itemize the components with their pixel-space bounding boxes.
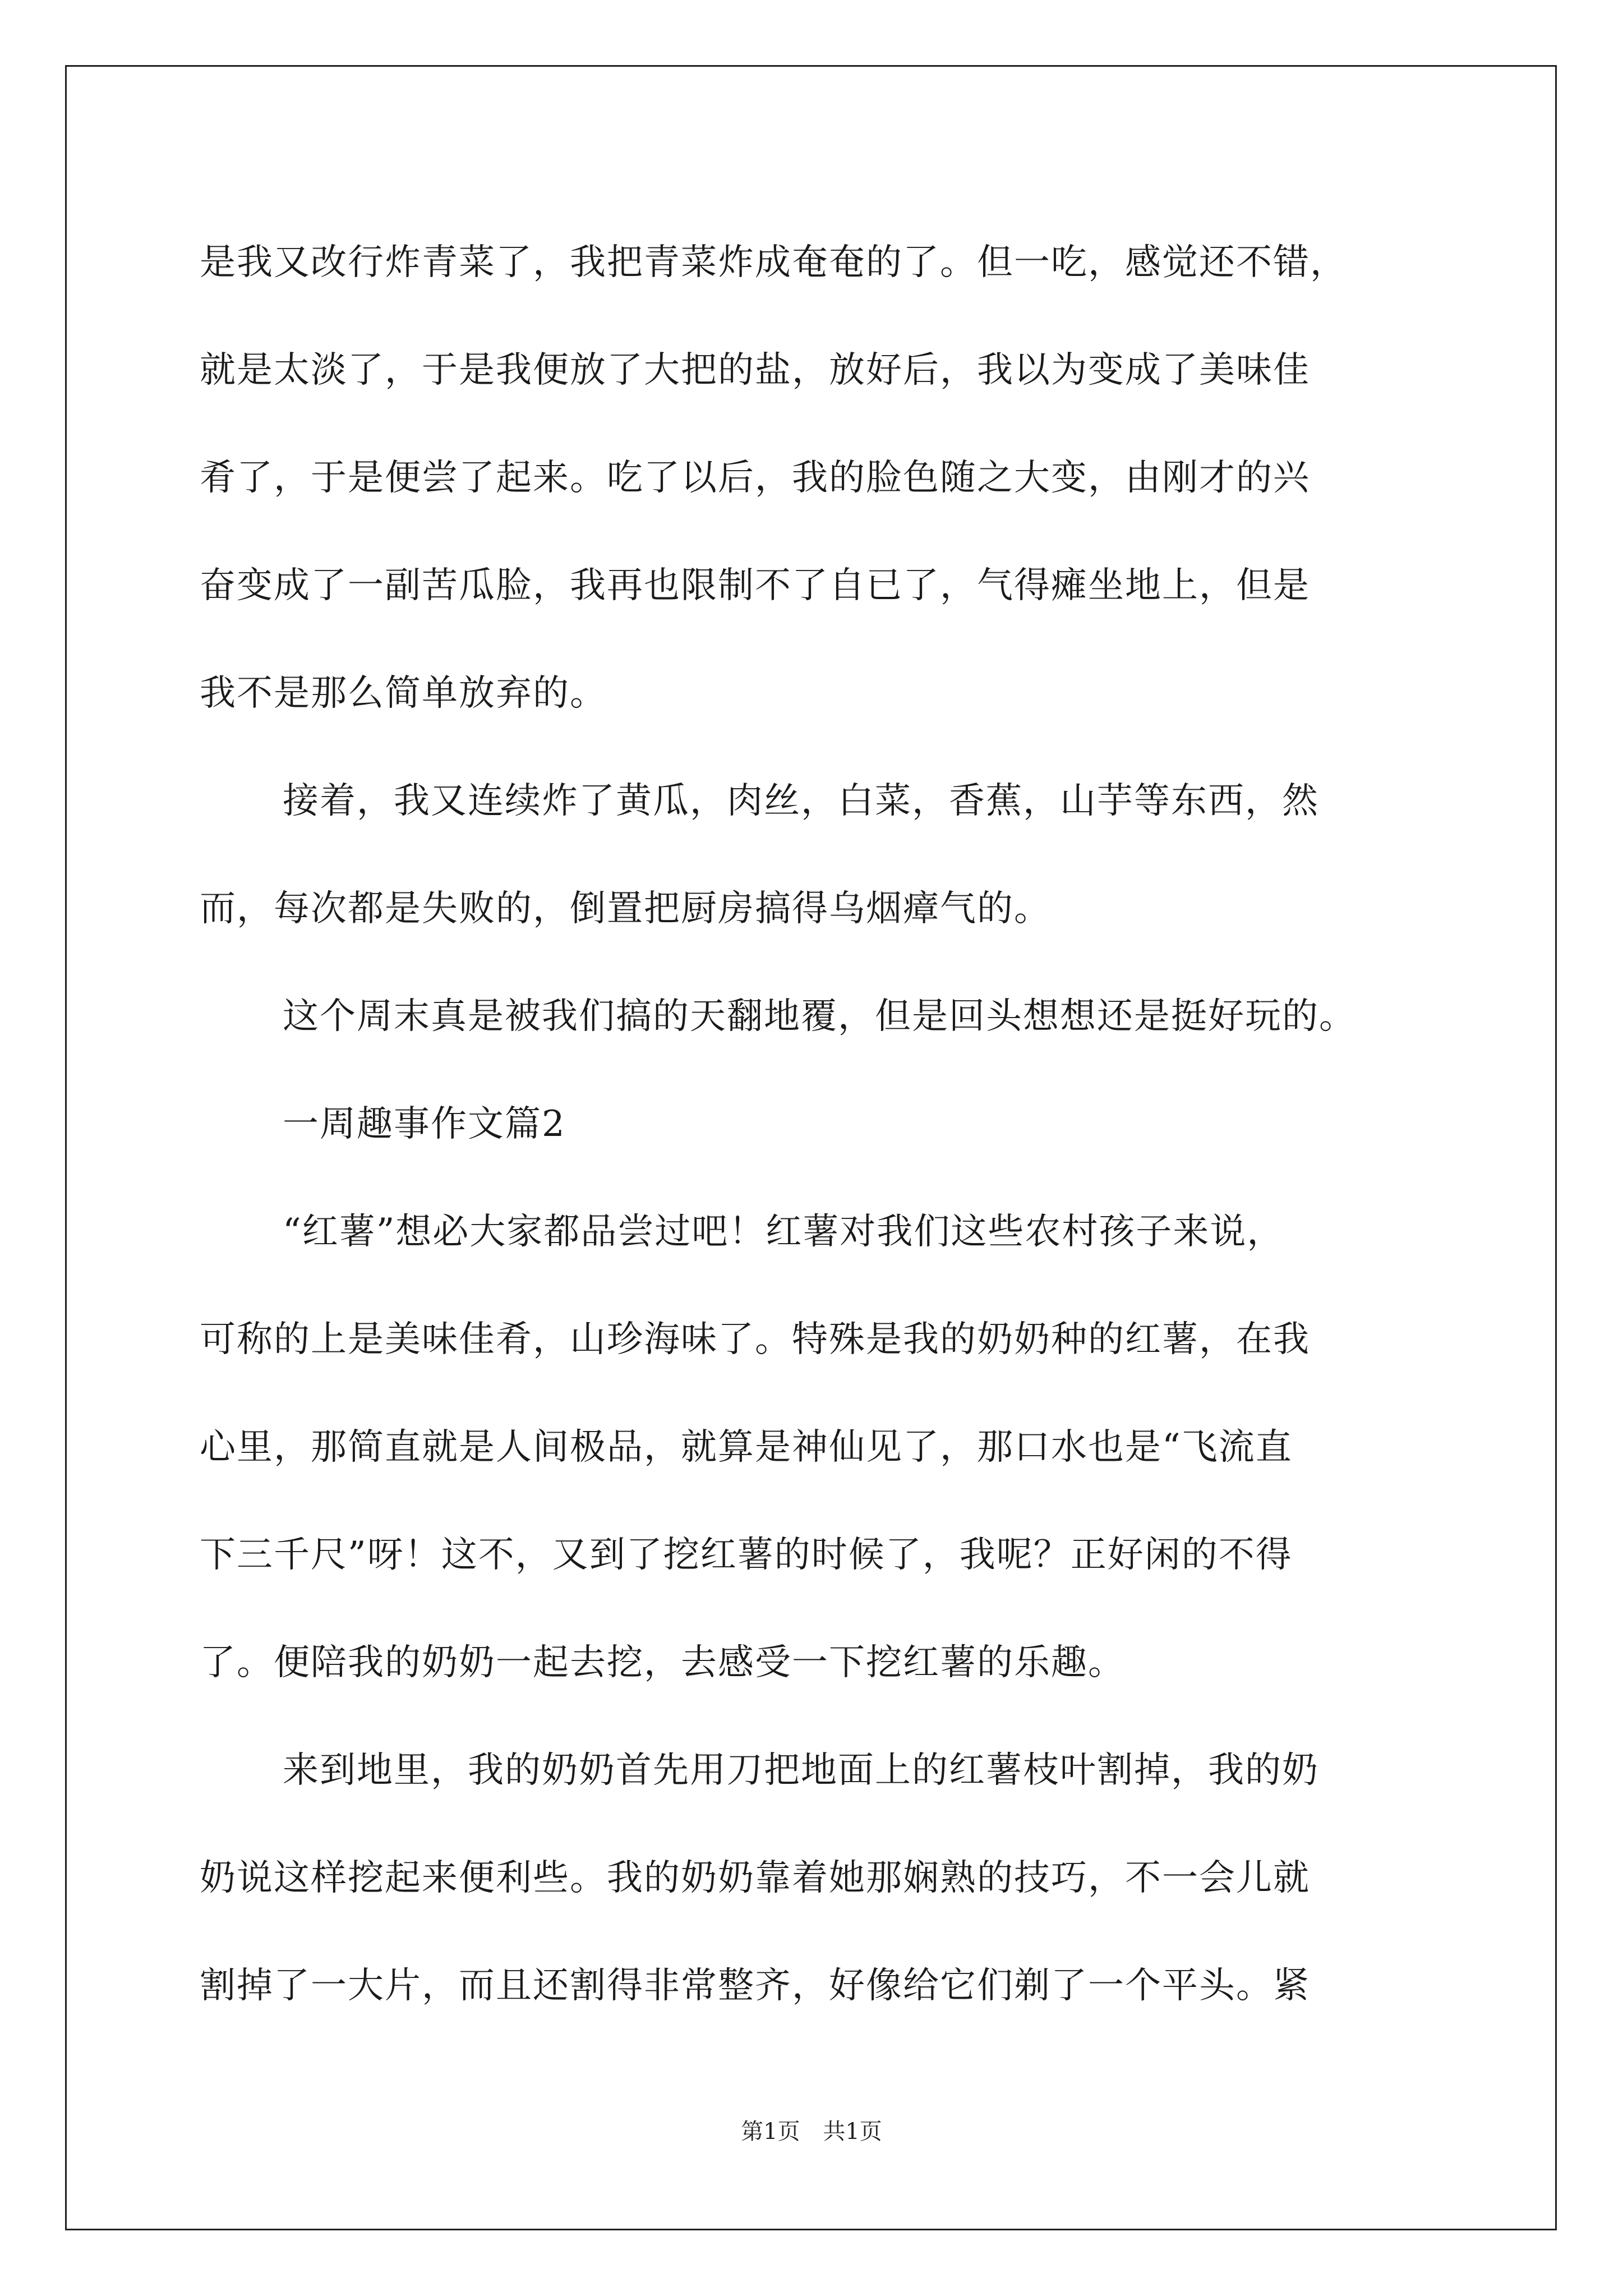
page-number: 第1页 bbox=[741, 2119, 800, 2145]
text-line: 肴了，于是便尝了起来。吃了以后，我的脸色随之大变，由刚才的兴 bbox=[200, 457, 1310, 499]
text-line: 就是太淡了，于是我便放了大把的盐，放好后，我以为变成了美味佳 bbox=[200, 349, 1310, 391]
text-line: 我不是那么简单放弃的。 bbox=[200, 673, 607, 714]
text-line: 割掉了一大片，而且还割得非常整齐，好像给它们剃了一个平头。紧 bbox=[200, 1965, 1310, 2007]
text-line: 接着，我又连续炸了黄瓜，肉丝，白菜，香蕉，山芋等东西，然 bbox=[283, 780, 1319, 822]
page-footer bbox=[0, 2118, 1623, 2145]
text-line: 来到地里，我的奶奶首先用刀把地面上的红薯枝叶割掉，我的奶 bbox=[283, 1750, 1319, 1791]
text-line: 了。便陪我的奶奶一起去挖，去感受一下挖红薯的乐趣。 bbox=[200, 1642, 1125, 1683]
text-line: 这个周末真是被我们搞的天翻地覆，但是回头想想还是挺好玩的。 bbox=[283, 996, 1356, 1037]
text-line: “红薯”想必大家都品尝过吧！红薯对我们这些农村孩子来说， bbox=[283, 1211, 1284, 1253]
section-heading: 一周趣事作文篇2 bbox=[283, 1103, 566, 1145]
text-line: 是我又改行炸青菜了，我把青菜炸成奄奄的了。但一吃，感觉还不错， bbox=[200, 242, 1347, 283]
text-line: 奶说这样挖起来便利些。我的奶奶靠着她那娴熟的技巧，不一会儿就 bbox=[200, 1857, 1310, 1899]
text-line: 奋变成了一副苦瓜脸，我再也限制不了自已了，气得瘫坐地上，但是 bbox=[200, 565, 1310, 606]
text-line: 下三千尺”呀！这不，又到了挖红薯的时候了，我呢？正好闲的不得 bbox=[200, 1534, 1293, 1576]
page-total: 共1页 bbox=[823, 2119, 882, 2145]
document-body bbox=[200, 209, 1433, 2040]
text-line: 而，每次都是失败的，倒置把厨房搞得乌烟瘴气的。 bbox=[200, 888, 1051, 930]
text-line: 心里，那简直就是人间极品，就算是神仙见了，那口水也是“飞流直 bbox=[200, 1427, 1293, 1468]
text-line: 可称的上是美味佳肴，山珍海味了。特殊是我的奶奶种的红薯，在我 bbox=[200, 1319, 1310, 1360]
